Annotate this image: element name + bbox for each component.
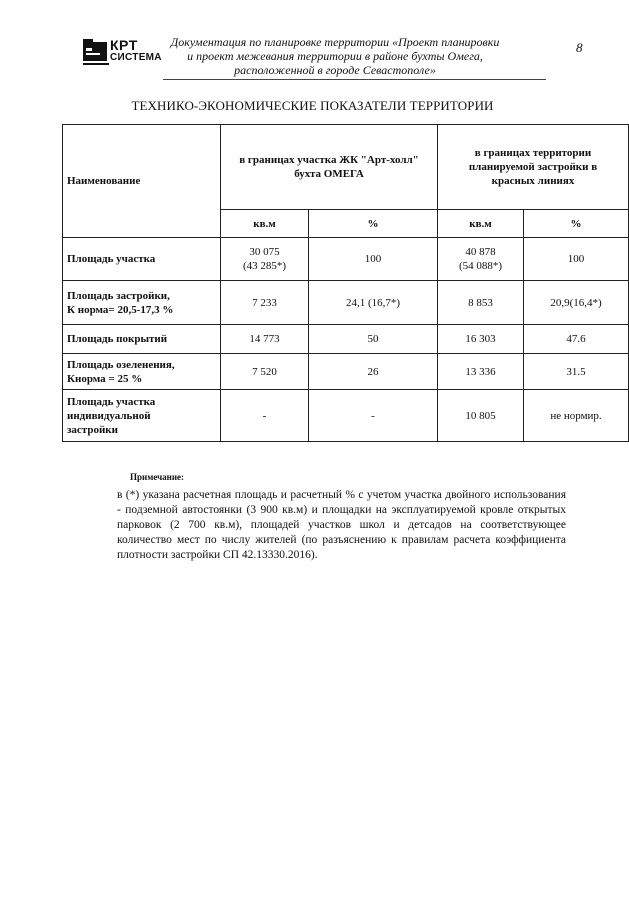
- cell-g1-area: [221, 238, 309, 281]
- company-logo: [83, 37, 163, 71]
- running-header: [160, 35, 510, 77]
- table-row: [63, 390, 629, 442]
- logo-underline: [83, 63, 109, 65]
- cell-g1-area: 7 520: [221, 354, 309, 390]
- unit-cell-area: кв.м: [221, 210, 309, 238]
- logo-word-krt: КРТ: [110, 37, 138, 53]
- note-text: в (*) указана расчетная площадь и расчетный % с учетом участка двойного использования - подземной автостоянки (3 900 кв.м) и площадки на эксплуатируемой кровле открытых парковок (2 700 кв.м), площадей участков школ и детсадов на соответствующее количество мест по числу жителей (по разъяснению к правилам расчета коэффициента плотности застройки СП 42.13330.2016).: [117, 489, 566, 561]
- row-name-text: Площадь застройки,: [67, 289, 170, 302]
- cell-g1-area: 14 773: [221, 325, 309, 354]
- row-name: [63, 238, 221, 281]
- cell-g1-pct: 50: [309, 325, 438, 354]
- table-row: [63, 238, 629, 281]
- cell-g1-area: 7 233: [221, 281, 309, 325]
- cell-value: 30 075: [249, 246, 280, 258]
- unit-cell-pct: %: [524, 210, 629, 238]
- row-name-text: Площадь участка: [67, 253, 156, 265]
- header-line-2: и проект межевания территории в районе бухты Омега,: [187, 49, 483, 63]
- cell-g1-pct: 24,1 (16,7*): [309, 281, 438, 325]
- header-line-3: расположенной в городе Севастополе»: [234, 63, 436, 77]
- cell-g2-area: [438, 238, 524, 281]
- cell-g1-pct: 26: [309, 354, 438, 390]
- cell-value: 40 878: [465, 246, 496, 258]
- cell-value-alt: (54 088*): [458, 260, 503, 272]
- table-row: [63, 281, 629, 325]
- row-name: [63, 354, 221, 390]
- cell-g2-area: 8 853: [438, 281, 524, 325]
- cell-g2-pct: не нормир.: [524, 390, 629, 442]
- header-cell-group-1: в границах участка ЖК "Арт-холл" бухта ОМЕГА: [221, 125, 438, 210]
- row-name: Площадь покрытий: [63, 325, 221, 354]
- header-cell-group-2: в границах территории планируемой застройки в красных линиях: [438, 125, 629, 210]
- cell-g2-area: 13 336: [438, 354, 524, 390]
- cell-value-alt: (43 285*): [242, 260, 287, 272]
- table-row: [63, 325, 629, 354]
- row-name: [63, 281, 221, 325]
- row-name: Площадь участка индивидуальной застройки: [63, 390, 221, 442]
- cell-g2-pct: 20,9(16,4*): [524, 281, 629, 325]
- indicators-table: [62, 124, 629, 442]
- cell-g2-area: 16 303: [438, 325, 524, 354]
- logo-mark-icon: [83, 39, 107, 61]
- table-row: [63, 354, 629, 390]
- header-divider: [163, 79, 546, 80]
- row-name-text: Площадь озеленения,: [67, 358, 175, 371]
- header-cell-name: Наименование: [63, 125, 221, 238]
- cell-g2-pct: 47.6: [524, 325, 629, 354]
- header-line-1: Документация по планировке территории «Проект планировки: [170, 35, 500, 49]
- section-title: ТЕХНИКО-ЭКОНОМИЧЕСКИЕ ПОКАЗАТЕЛИ ТЕРРИТОРИИ: [131, 98, 494, 113]
- cell-g1-area: -: [221, 390, 309, 442]
- unit-cell-area: кв.м: [438, 210, 524, 238]
- row-name-sub: Кнорма = 25 %: [67, 372, 143, 385]
- note-label: Примечание:: [130, 472, 185, 482]
- table-header-row: [63, 125, 629, 210]
- cell-g2-pct: 100: [524, 238, 629, 281]
- cell-g2-area: 10 805: [438, 390, 524, 442]
- unit-cell-pct: %: [309, 210, 438, 238]
- row-name-sub: К норма= 20,5-17,3 %: [67, 303, 174, 316]
- cell-g1-pct: -: [309, 390, 438, 442]
- cell-g1-pct: 100: [309, 238, 438, 281]
- page-number: 8: [576, 40, 583, 55]
- logo-word-sistema: СИСТЕМА: [110, 52, 162, 63]
- cell-g2-pct: 31.5: [524, 354, 629, 390]
